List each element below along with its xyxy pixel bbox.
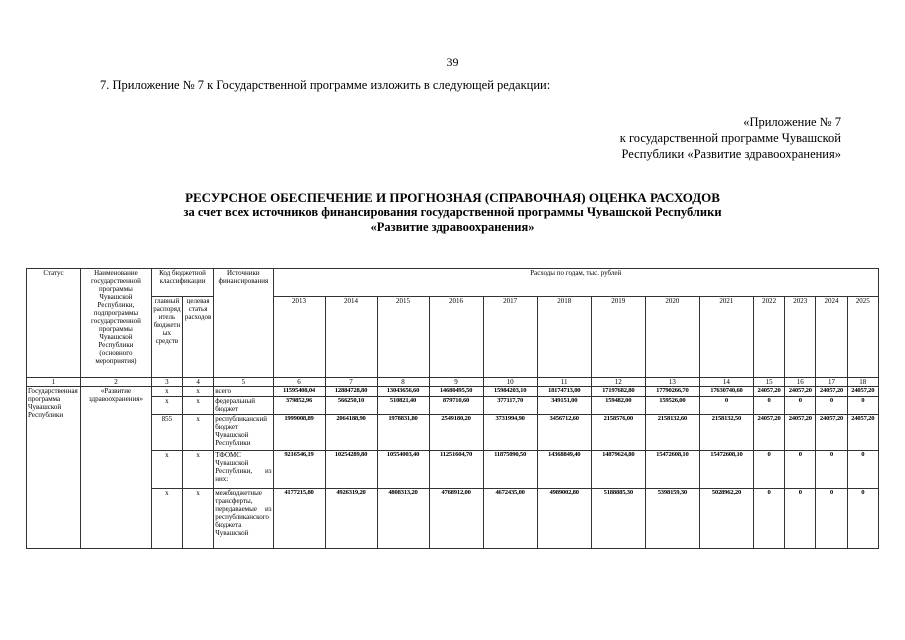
target-item-header: целевая статья расходов bbox=[183, 297, 214, 378]
value-cell: 0 bbox=[847, 489, 878, 549]
value-cell: 5398159,30 bbox=[645, 489, 699, 549]
value-cell: 1999008,89 bbox=[273, 415, 325, 451]
main-manager-cell: x bbox=[151, 397, 182, 415]
sources-header: Источники финансирования bbox=[214, 269, 273, 378]
value-cell: 17790266,70 bbox=[645, 387, 699, 397]
column-number: 1 bbox=[27, 378, 81, 387]
value-cell: 11251604,70 bbox=[429, 451, 483, 489]
value-cell: 13043656,60 bbox=[377, 387, 429, 397]
year-header: 2015 bbox=[377, 297, 429, 378]
main-manager-cell: 855 bbox=[151, 415, 182, 451]
value-cell: 14879624,80 bbox=[591, 451, 645, 489]
value-cell: 2158132,50 bbox=[699, 415, 753, 451]
main-manager-header: главный распорядитель бюджетных средств bbox=[151, 297, 182, 378]
value-cell: 5188885,30 bbox=[591, 489, 645, 549]
value-cell: 349151,00 bbox=[537, 397, 591, 415]
year-header: 2018 bbox=[537, 297, 591, 378]
year-header: 2023 bbox=[785, 297, 816, 378]
table-row bbox=[27, 397, 879, 415]
value-cell: 0 bbox=[753, 451, 784, 489]
value-cell: 4808313,20 bbox=[377, 489, 429, 549]
code-header: Код бюджетной классификации bbox=[151, 269, 213, 297]
table-row bbox=[27, 387, 879, 397]
value-cell: 14680495,50 bbox=[429, 387, 483, 397]
value-cell: 24057,20 bbox=[847, 387, 878, 397]
value-cell: 11875090,50 bbox=[483, 451, 537, 489]
table-row bbox=[27, 415, 879, 451]
main-manager-cell: x bbox=[151, 489, 182, 549]
column-number: 9 bbox=[429, 378, 483, 387]
year-header: 2021 bbox=[699, 297, 753, 378]
value-cell: 2158576,00 bbox=[591, 415, 645, 451]
value-cell: 5028962,20 bbox=[699, 489, 753, 549]
column-number: 6 bbox=[273, 378, 325, 387]
table-row bbox=[27, 451, 879, 489]
year-header: 2016 bbox=[429, 297, 483, 378]
value-cell: 0 bbox=[753, 397, 784, 415]
table-row bbox=[27, 489, 879, 549]
appendix-line-3: Республики «Развитие здравоохранения» bbox=[621, 147, 841, 161]
value-cell: 24057,20 bbox=[785, 415, 816, 451]
value-cell: 15984203,10 bbox=[483, 387, 537, 397]
value-cell: 10554003,40 bbox=[377, 451, 429, 489]
value-cell: 4768912,00 bbox=[429, 489, 483, 549]
value-cell: 12884728,80 bbox=[325, 387, 377, 397]
value-cell: 24057,20 bbox=[847, 415, 878, 451]
value-cell: 0 bbox=[785, 451, 816, 489]
resource-table bbox=[26, 268, 879, 549]
value-cell: 3731994,90 bbox=[483, 415, 537, 451]
expenses-header: Расходы по годам, тыс. рублей bbox=[273, 269, 879, 297]
column-number: 14 bbox=[699, 378, 753, 387]
column-number: 13 bbox=[645, 378, 699, 387]
value-cell: 0 bbox=[816, 489, 847, 549]
column-number: 15 bbox=[753, 378, 784, 387]
status-header: Статус bbox=[27, 269, 81, 378]
value-cell: 0 bbox=[699, 397, 753, 415]
source-cell: республиканский бюджет Чувашской Республики bbox=[214, 415, 273, 451]
header-row-1 bbox=[27, 269, 879, 297]
column-number: 3 bbox=[151, 378, 182, 387]
value-cell: 24057,20 bbox=[753, 415, 784, 451]
source-cell: федеральный бюджет bbox=[214, 397, 273, 415]
value-cell: 0 bbox=[847, 397, 878, 415]
value-cell: 2158132,60 bbox=[645, 415, 699, 451]
value-cell: 15472608,10 bbox=[699, 451, 753, 489]
value-cell: 24057,20 bbox=[753, 387, 784, 397]
appendix-reference bbox=[620, 114, 841, 162]
page-number: 39 bbox=[446, 55, 459, 69]
year-header: 2019 bbox=[591, 297, 645, 378]
value-cell: 9216546,19 bbox=[273, 451, 325, 489]
title-line-2: за счет всех источников финансирования государственной программы Чувашской Республики bbox=[183, 205, 722, 219]
column-number: 7 bbox=[325, 378, 377, 387]
value-cell: 2064188,90 bbox=[325, 415, 377, 451]
year-header: 2013 bbox=[273, 297, 325, 378]
value-cell: 24057,20 bbox=[816, 387, 847, 397]
target-item-cell: x bbox=[183, 397, 214, 415]
value-cell: 11595408,04 bbox=[273, 387, 325, 397]
appendix-line-1: «Приложение № 7 bbox=[743, 115, 841, 129]
target-item-cell: x bbox=[183, 489, 214, 549]
year-header: 2022 bbox=[753, 297, 784, 378]
title-line-1: РЕСУРСНОЕ ОБЕСПЕЧЕНИЕ И ПРОГНОЗНАЯ (СПРАВОЧНАЯ) ОЦЕНКА РАСХОДОВ bbox=[185, 190, 720, 205]
source-cell: ТФОМС Чувашской Республики, из них: bbox=[214, 451, 273, 489]
status-cell: Государственная программа Чувашской Республики bbox=[27, 387, 81, 549]
value-cell: 1978831,80 bbox=[377, 415, 429, 451]
value-cell: 24057,20 bbox=[816, 415, 847, 451]
value-cell: 2549180,20 bbox=[429, 415, 483, 451]
value-cell: 510821,40 bbox=[377, 397, 429, 415]
column-number: 4 bbox=[183, 378, 214, 387]
value-cell: 4989002,80 bbox=[537, 489, 591, 549]
target-item-cell: x bbox=[183, 415, 214, 451]
year-header: 2014 bbox=[325, 297, 377, 378]
column-number: 2 bbox=[81, 378, 152, 387]
value-cell: 4926319,20 bbox=[325, 489, 377, 549]
value-cell: 0 bbox=[753, 489, 784, 549]
value-cell: 377117,70 bbox=[483, 397, 537, 415]
document-title bbox=[0, 190, 905, 235]
value-cell: 0 bbox=[816, 397, 847, 415]
column-number: 10 bbox=[483, 378, 537, 387]
value-cell: 0 bbox=[847, 451, 878, 489]
column-number: 8 bbox=[377, 378, 429, 387]
value-cell: 4177215,80 bbox=[273, 489, 325, 549]
value-cell: 18174713,00 bbox=[537, 387, 591, 397]
target-item-cell: x bbox=[183, 451, 214, 489]
column-number: 17 bbox=[816, 378, 847, 387]
column-number: 5 bbox=[214, 378, 273, 387]
value-cell: 0 bbox=[816, 451, 847, 489]
header-row-years bbox=[27, 297, 879, 378]
value-cell: 379852,96 bbox=[273, 397, 325, 415]
value-cell: 15472608,10 bbox=[645, 451, 699, 489]
year-header: 2024 bbox=[816, 297, 847, 378]
target-item-cell: x bbox=[183, 387, 214, 397]
program-name-cell: «Развитие здравоохранения» bbox=[81, 387, 152, 549]
value-cell: 4672435,00 bbox=[483, 489, 537, 549]
value-cell: 159482,00 bbox=[591, 397, 645, 415]
year-header: 2020 bbox=[645, 297, 699, 378]
value-cell: 17197682,80 bbox=[591, 387, 645, 397]
year-header: 2025 bbox=[847, 297, 878, 378]
value-cell: 0 bbox=[785, 489, 816, 549]
column-number: 12 bbox=[591, 378, 645, 387]
column-number: 11 bbox=[537, 378, 591, 387]
source-cell: межбюджетные трансферты, передаваемые из республиканского бюджета Чувашской bbox=[214, 489, 273, 549]
value-cell: 17630740,60 bbox=[699, 387, 753, 397]
column-number-row bbox=[27, 378, 879, 387]
value-cell: 10254289,80 bbox=[325, 451, 377, 489]
year-header: 2017 bbox=[483, 297, 537, 378]
value-cell: 3456712,60 bbox=[537, 415, 591, 451]
main-manager-cell: x bbox=[151, 387, 182, 397]
value-cell: 0 bbox=[785, 397, 816, 415]
value-cell: 159526,00 bbox=[645, 397, 699, 415]
column-number: 16 bbox=[785, 378, 816, 387]
value-cell: 879710,60 bbox=[429, 397, 483, 415]
appendix-line-2: к государственной программе Чувашской bbox=[619, 131, 841, 145]
value-cell: 566250,10 bbox=[325, 397, 377, 415]
title-line-3: «Развитие здравоохранения» bbox=[370, 220, 535, 234]
source-cell: всего bbox=[214, 387, 273, 397]
intro-paragraph: 7. Приложение № 7 к Государственной программе изложить в следующей редакции: bbox=[100, 78, 551, 92]
main-manager-cell: x bbox=[151, 451, 182, 489]
column-number: 18 bbox=[847, 378, 878, 387]
value-cell: 14368849,40 bbox=[537, 451, 591, 489]
value-cell: 24057,20 bbox=[785, 387, 816, 397]
name-header: Наименование государственной программы Чувашской Республики, подпрограммы государственной программы Чувашской Республики (основного мероприятия) bbox=[81, 269, 152, 378]
